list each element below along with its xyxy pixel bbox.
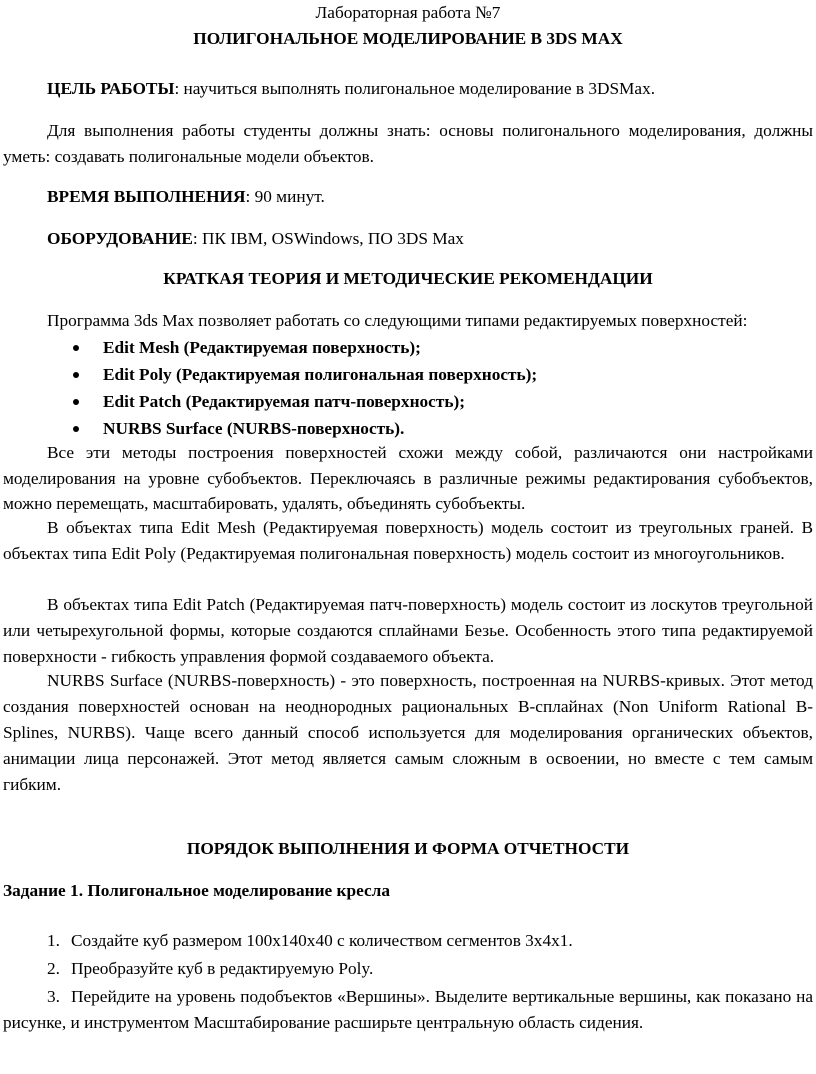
goal-label: ЦЕЛЬ РАБОТЫ <box>47 79 175 98</box>
equipment-label: ОБОРУДОВАНИЕ <box>47 229 193 248</box>
equipment-line <box>3 226 813 252</box>
time-text: : 90 минут. <box>245 187 325 206</box>
bullet-icon <box>73 372 79 378</box>
equipment-text: : ПК IBM, OSWindows, ПО 3DS Max <box>192 229 464 248</box>
goal-text: : научиться выполнять полигональное моделирование в 3DSMax. <box>174 79 656 98</box>
requirements-paragraph: Для выполнения работы студенты должны знать: основы полигонального моделирования, должны уметь: создавать полигональные модели объектов. <box>3 121 813 166</box>
theory-paragraph-patch: В объектах типа Edit Patch (Редактируемая патч-поверхность) модель состоит из лоскутов треугольной или четырехугольной формы, которые создаются сплайнами Безье. Особенность этого типа редактируемой поверхности - гибкость управления формой создаваемого объекта. <box>3 595 813 666</box>
bullet-icon <box>73 426 79 432</box>
theory-intro: Программа 3ds Max позволяет работать со следующими типами редактируемых поверхностей: <box>47 311 748 330</box>
procedure-heading: ПОРЯДОК ВЫПОЛНЕНИЯ И ФОРМА ОТЧЕТНОСТИ <box>186 839 630 858</box>
bullet-icon <box>73 345 79 351</box>
list-item: 1. Создайте куб размером 100x140x40 с количеством сегментов 3x4x1. <box>47 931 573 950</box>
lab-number: Лабораторная работа №7 <box>315 3 501 22</box>
task-title: Задание 1. Полигональное моделирование кресла <box>3 881 390 900</box>
list-item: Edit Poly (Редактируемая полигональная поверхность); <box>70 361 810 388</box>
surface-types-list <box>70 334 810 442</box>
theory-paragraph-methods: Все эти методы построения поверхностей схожи между собой, различаются они настройками моделирования на уровне субобъектов. Переключаясь в различные режимы редактирования субобъектов, можно перемещать, масштабировать, удалять, объединять субобъекты. <box>3 443 813 513</box>
list-item: Edit Mesh (Редактируемая поверхность); <box>70 334 810 361</box>
theory-paragraph-nurbs: NURBS Surface (NURBS-поверхность) - это поверхность, построенная на NURBS-кривых. Этот метод создания поверхностей основан на неоднородных рациональных B-сплайнах (Non Uniform Rational B-Splines, NURBS). Чаще всего данный способ используется для моделирования органических объектов, анимации лица персонажей. Этот метод является самым сложным в освоении, но вместе с тем самым гибким. <box>3 671 813 794</box>
time-label: ВРЕМЯ ВЫПОЛНЕНИЯ <box>47 187 246 206</box>
document-title: ПОЛИГОНАЛЬНОЕ МОДЕЛИРОВАНИЕ В 3DS MAX <box>193 29 623 48</box>
goal-line <box>3 76 813 102</box>
theory-paragraph-mesh-poly: В объектах типа Edit Mesh (Редактируемая поверхность) модель состоит из треугольных граней. В объектах типа Edit Poly (Редактируемая полигональная поверхность) модель состоит из многоугольников. <box>3 518 813 563</box>
list-item: 3. Перейдите на уровень подобъектов «Вершины». Выделите вертикальные вершины, как показано на рисунке, и инструментом Масштабирование расширьте центральную область сидения. <box>3 987 813 1032</box>
list-item: NURBS Surface (NURBS-поверхность). <box>70 415 810 442</box>
bullet-icon <box>73 399 79 405</box>
steps-list <box>3 928 813 1036</box>
list-item: Edit Patch (Редактируемая патч-поверхность); <box>70 388 810 415</box>
list-item: 2. Преобразуйте куб в редактируемую Poly. <box>47 959 374 978</box>
theory-heading: КРАТКАЯ ТЕОРИЯ И МЕТОДИЧЕСКИЕ РЕКОМЕНДАЦИИ <box>163 269 653 288</box>
time-line <box>3 184 813 210</box>
